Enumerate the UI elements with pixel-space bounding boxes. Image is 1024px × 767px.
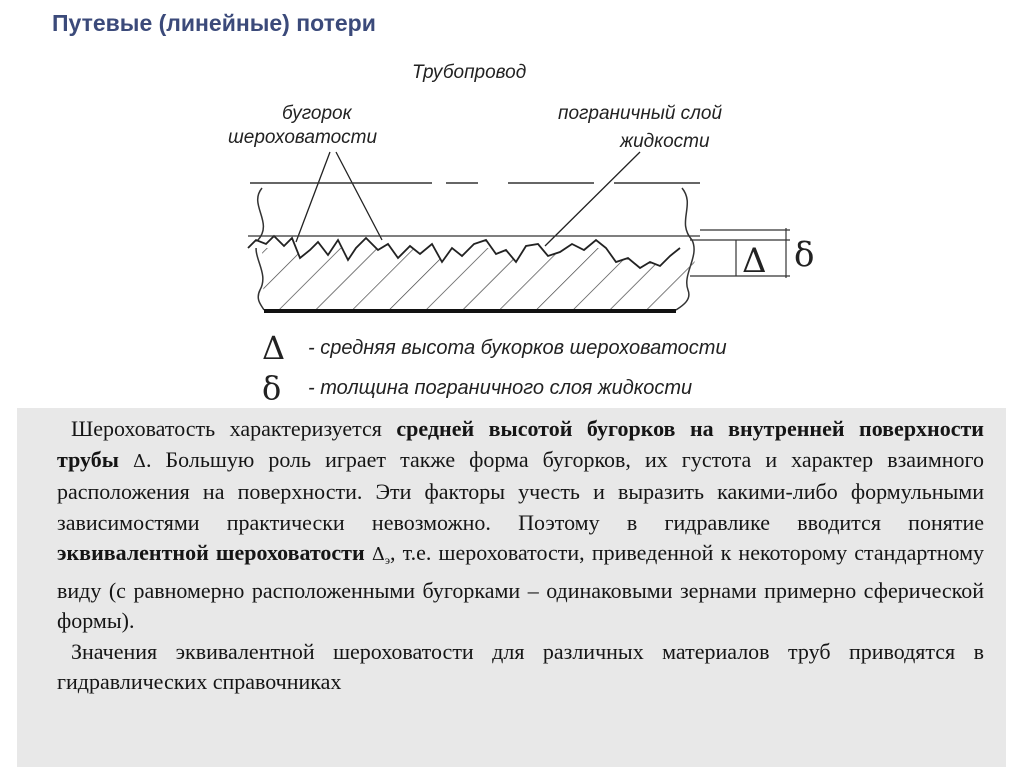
- description-panel: [17, 408, 1006, 767]
- delta-symbol: Δ: [132, 450, 146, 472]
- bold-text: эквивалентной шероховатости: [57, 540, 365, 565]
- legend-row-small-delta: [262, 370, 692, 406]
- legend-row-delta: [262, 330, 727, 366]
- delta-upper-symbol: Δ: [742, 241, 767, 281]
- legend-text: - средняя высота букорков шероховатости: [308, 336, 727, 359]
- paragraph-roughness: [57, 414, 984, 637]
- legend-text: - толщина пограничного слоя жидкости: [308, 376, 693, 399]
- roughness-label-line2: шероховатости: [228, 127, 378, 148]
- delta-lower-symbol: δ: [794, 235, 815, 275]
- text-span: . Большую роль играет также форма бугорков, их густота и характер взаимного расположения на поверхности. Эти факторы учесть и выразить какими-либо формульными зависимостями практически невозможно. Поэтому в гидравлике вводится понятие: [57, 446, 985, 535]
- leader-lines: [296, 152, 640, 246]
- subscript: э: [384, 553, 390, 567]
- legend-symbol: δ: [262, 369, 282, 407]
- roughness-label-line1: бугорок: [282, 103, 352, 124]
- delta-e-symbol: Δ: [371, 544, 385, 565]
- dimension-lines: [690, 228, 790, 278]
- legend-symbol: Δ: [262, 329, 286, 367]
- boundary-label-line1: пограничный слой: [558, 103, 723, 124]
- bold-text: средней высотой бугорков на внутренней поверхности трубы: [57, 416, 984, 472]
- pipe-label: Трубопровод: [412, 62, 527, 83]
- text-span: , т.е. шероховатости, приведенной к некоторому стандартному виду (с равномерно расположенными бугорками – одинаковыми зернами примерно сферической формы).: [57, 540, 984, 633]
- paragraph-reference: Значения эквивалентной шероховатости для различных материалов труб приводятся в гидравлических справочниках: [57, 638, 984, 694]
- text-span: Шероховатость характеризуется: [71, 416, 397, 441]
- page-title: Путевые (линейные) потери: [52, 10, 376, 36]
- boundary-label-line2: жидкости: [620, 131, 710, 152]
